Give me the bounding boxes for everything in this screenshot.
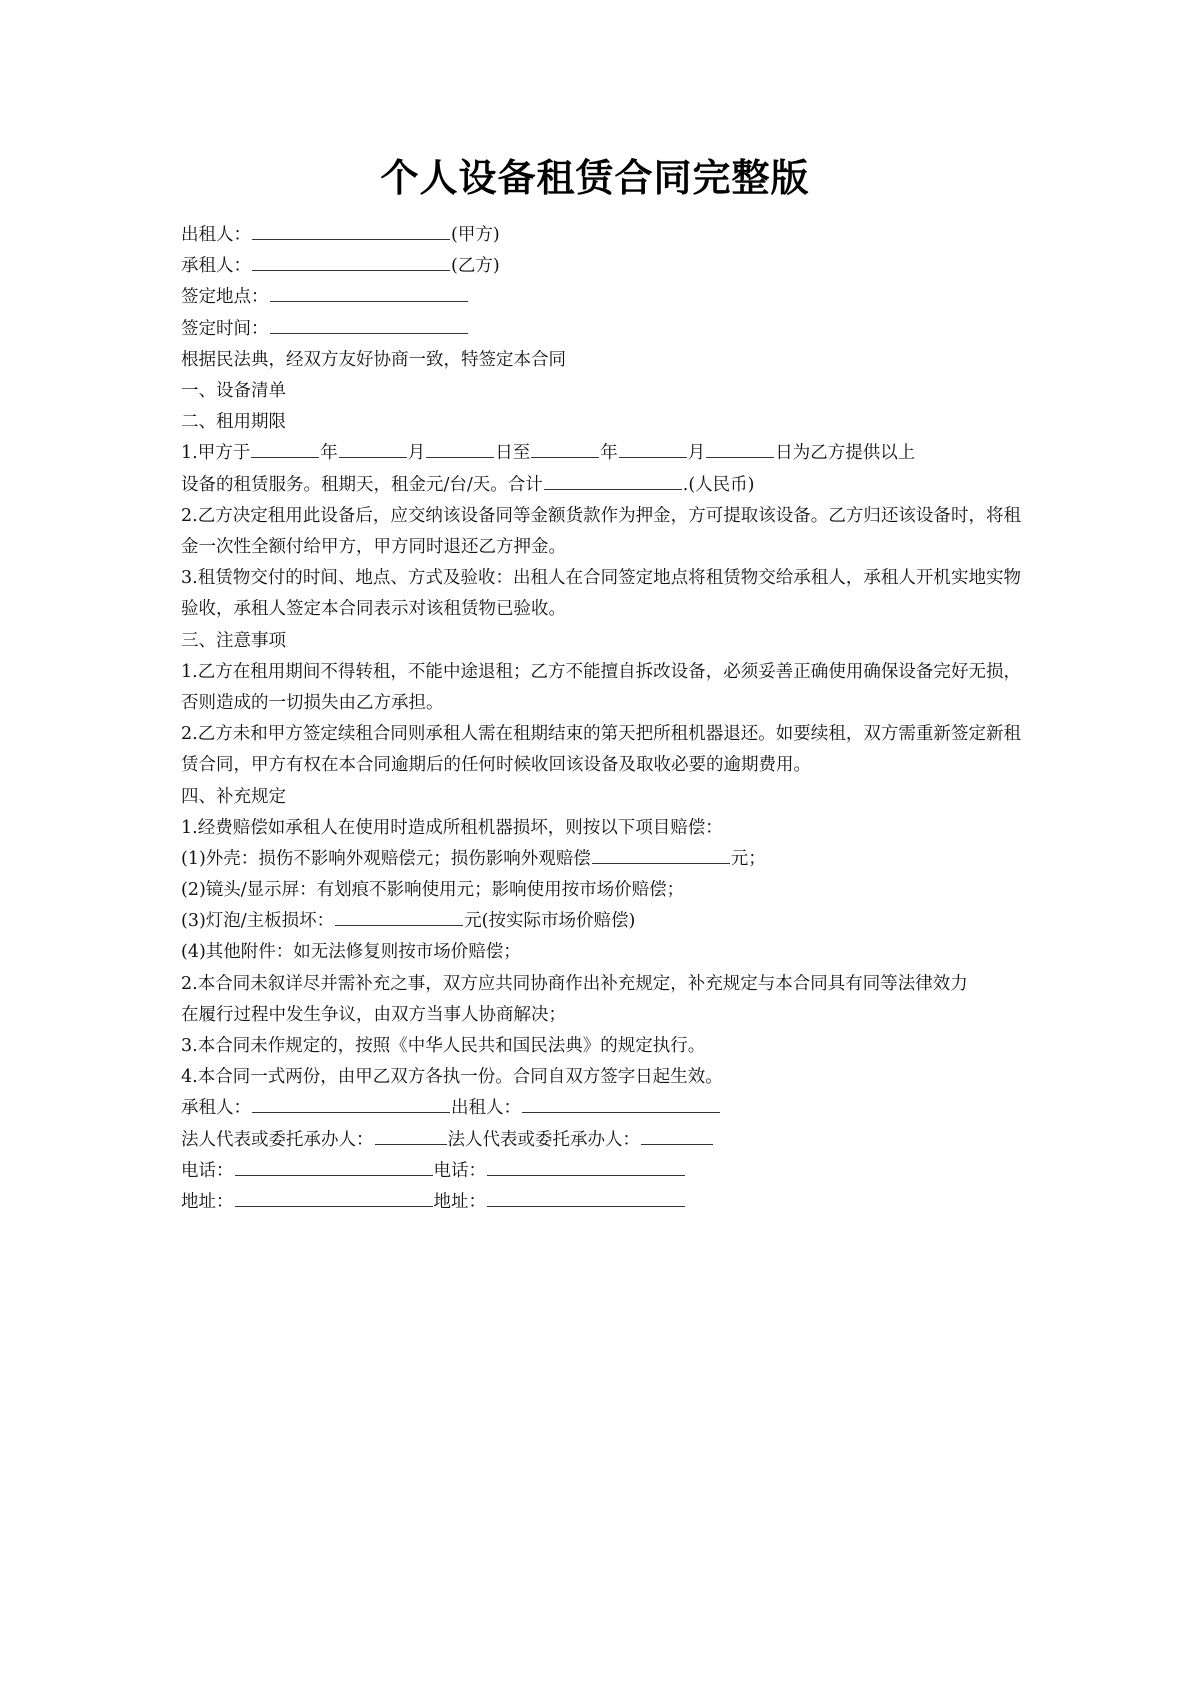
field-sign-time-blank (270, 315, 468, 334)
section-4-sub-1 (181, 844, 1021, 875)
section-2-item-3: 3.租赁物交付的时间、地点、方式及验收：出租人在合同签定地点将租赁物交给承租人，承租人开机实地实物验收，承租人签定本合同表示对该租赁物已验收。 (181, 568, 1021, 620)
section-4-dispute: 在履行过程中发生争议，由双方当事人协商解决； (181, 1004, 566, 1025)
section-4-sub-2: (2)镜头/显示屏：有划痕不影响使用元；影响使用按市场价赔偿； (181, 880, 685, 901)
text-segment: 月 (407, 443, 426, 464)
blank-day-end (706, 439, 774, 458)
signature-lessee-blank (252, 1094, 450, 1113)
blank-shell-compensation (592, 845, 730, 864)
signature-row-representative (181, 1125, 1021, 1156)
field-sign-place-label: 签定地点： (181, 287, 269, 308)
signature-phone-right-label: 电话： (433, 1160, 486, 1181)
text-segment: .(人民币) (682, 474, 755, 495)
blank-month-start (339, 439, 407, 458)
blank-year-start (251, 439, 319, 458)
section-3-item-2: 2.乙方未和甲方签定续租合同则承租人需在租期结束的第天把所租机器退还。如要续租，双方需重新签定新租赁合同，甲方有权在本合同逾期后的任何时候收回该设备及取收必要的逾期费用。 (181, 724, 1021, 776)
section-1-heading: 一、设备清单 (181, 380, 286, 401)
text-segment: 年 (600, 443, 618, 464)
signature-phone-left-label: 电话： (181, 1160, 234, 1181)
signature-lessor-blank (522, 1094, 720, 1113)
section-4-item-2: 2.本合同未叙详尽并需补充之事，双方应共同协商作出补充规定，补充规定与本合同具有同等法律效力 (181, 973, 968, 994)
field-lessor (181, 220, 1021, 251)
signature-lessor-label: 出租人： (451, 1098, 521, 1119)
blank-year-end (531, 439, 599, 458)
field-lessee-blank (252, 252, 450, 271)
field-lessee-suffix: (乙方) (451, 256, 500, 277)
section-2-item-2: 2.乙方决定租用此设备后，应交纳该设备同等金额货款作为押金，方可提取该设备。乙方归还该设备时，将租金一次性全额付给甲方，甲方同时退还乙方押金。 (181, 505, 1021, 557)
section-3-item-1: 1.乙方在租用期间不得转租，不能中途退租；乙方不能擅自拆改设备，必须妥善正确使用确保设备完好无损，否则造成的一切损失由乙方承担。 (181, 661, 1021, 713)
document-title: 个人设备租赁合同完整版 (380, 156, 810, 200)
text-segment: (3)灯泡/主板损坏： (181, 911, 335, 932)
section-3-heading: 三、注意事项 (181, 630, 286, 651)
section-2-heading: 二、租用期限 (181, 412, 286, 433)
section-2-item-1-line-1 (181, 438, 1021, 469)
blank-total (544, 471, 682, 490)
signature-rep-right-label: 法人代表或委托承办人： (447, 1129, 640, 1150)
text-segment: 设备的租赁服务。租期天，租金元/台/天。合计 (181, 474, 543, 495)
signature-address-left-blank (235, 1188, 433, 1207)
section-4-heading: 四、补充规定 (181, 786, 286, 807)
field-lessor-suffix: (甲方) (451, 225, 500, 245)
signature-rep-left-label: 法人代表或委托承办人： (181, 1129, 374, 1150)
document-body (181, 220, 1021, 1218)
field-lessor-label: 出租人： (181, 225, 251, 245)
signature-address-right-label: 地址： (433, 1191, 486, 1212)
signature-phone-right-blank (487, 1157, 685, 1176)
signature-address-right-blank (487, 1188, 685, 1207)
text-segment: 月 (687, 443, 706, 464)
section-4-sub-4: (4)其他附件：如无法修复则按市场价赔偿； (181, 942, 521, 963)
section-4-item-3: 3.本合同未作规定的，按照《中华人民共和国民法典》的规定执行。 (181, 1036, 706, 1057)
section-4-item-4: 4.本合同一式两份，由甲乙双方各执一份。合同自双方签字日起生效。 (181, 1067, 723, 1088)
text-segment: 日至 (495, 443, 531, 464)
text-segment: 元； (730, 848, 766, 869)
text-segment: 日为乙方提供以上 (775, 443, 916, 464)
blank-bulb-compensation (335, 907, 463, 926)
signature-rep-right-blank (641, 1126, 713, 1145)
field-sign-time (181, 314, 1021, 345)
blank-month-end (619, 439, 687, 458)
signature-phone-left-blank (235, 1157, 433, 1176)
field-sign-time-label: 签定时间： (181, 318, 269, 339)
section-2-item-1-line-2 (181, 470, 1021, 501)
field-lessor-blank (252, 221, 450, 240)
text-segment: (1)外壳：损伤不影响外观赔偿元；损伤影响外观赔偿 (181, 848, 591, 869)
section-4-sub-3 (181, 906, 1021, 937)
text-segment: 1.甲方于 (181, 443, 251, 464)
blank-day-start (426, 439, 494, 458)
signature-lessee-label: 承租人： (181, 1098, 251, 1119)
signature-row-address (181, 1187, 1021, 1218)
field-sign-place (181, 282, 1021, 313)
signature-row-parties (181, 1093, 1021, 1124)
signature-address-left-label: 地址： (181, 1191, 234, 1212)
preamble: 根据民法典，经双方友好协商一致，特签定本合同 (181, 349, 566, 370)
field-lessee (181, 251, 1021, 282)
field-sign-place-blank (270, 283, 468, 302)
field-lessee-label: 承租人： (181, 256, 251, 277)
text-segment: 年 (320, 443, 338, 464)
signature-rep-left-blank (375, 1126, 447, 1145)
text-segment: 元(按实际市场价赔偿) (464, 911, 636, 932)
section-4-item-1: 1.经费赔偿如承租人在使用时造成所租机器损坏，则按以下项目赔偿： (181, 817, 723, 838)
signature-row-phone (181, 1156, 1021, 1187)
